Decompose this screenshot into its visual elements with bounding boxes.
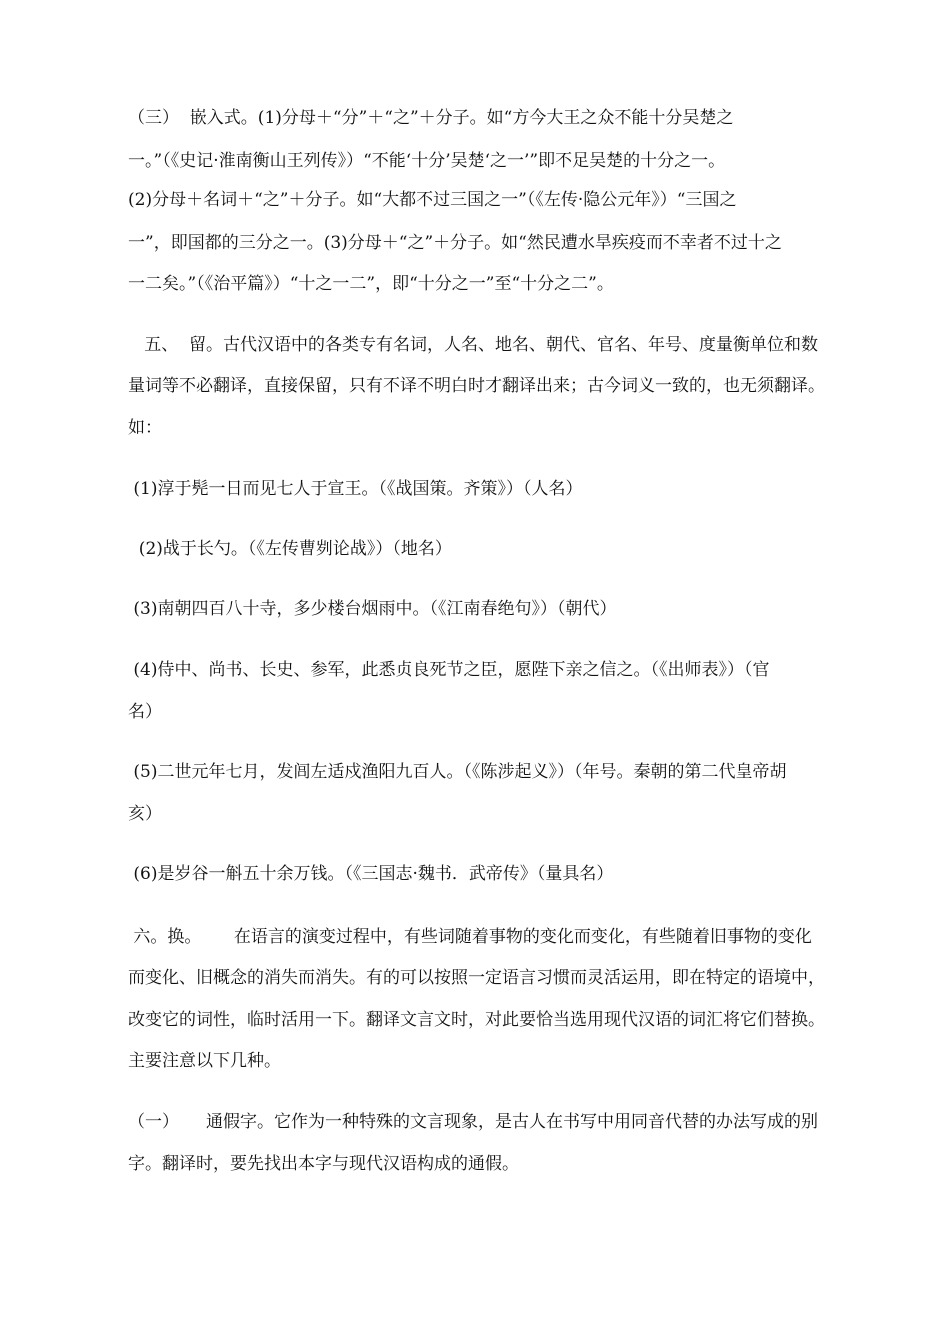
text-line: (2)分母＋名词＋“之”＋分子。如“大都不过三国之一”（《左传·隐公元年》）“三国之 xyxy=(128,190,737,210)
text-line: 改变它的词性，临时活用一下。翻译文言文时，对此要恰当选用现代汉语的词汇将它们替换。 xyxy=(128,1010,825,1030)
text-line: 一。”（《史记·淮南衡山王列传》）“不能‘十分’吴楚‘之一’”即不足吴楚的十分之一。 xyxy=(128,151,726,171)
example-line: 亥） xyxy=(128,804,162,824)
text-line: 而变化、旧概念的消失而消失。有的可以按照一定语言习惯而灵活运用，即在特定的语境中， xyxy=(128,968,825,988)
text-line: 量词等不必翻译，直接保留，只有不译不明白时才翻译出来；古今词义一致的，也无须翻译。 xyxy=(128,376,825,396)
text-line: 六。换。 在语言的演变过程中，有些词随着事物的变化而变化，有些随着旧事物的变化 xyxy=(128,927,812,947)
example-line: (3)南朝四百八十寺，多少楼台烟雨中。（《江南春绝句》）（朝代） xyxy=(128,599,617,619)
example-line: (1)淳于髡一日而见七人于宣王。（《战国策。齐策》）（人名） xyxy=(128,479,583,499)
text-line: 如： xyxy=(128,418,162,438)
example-line: (4)侍中、尚书、长史、参军，此悉贞良死节之臣，愿陛下亲之信之。（《出师表》）（官 xyxy=(128,660,770,680)
text-line: 主要注意以下几种。 xyxy=(128,1051,281,1071)
example-line: (6)是岁谷一斛五十余万钱。（《三国志·魏书．武帝传》（量具名） xyxy=(128,864,614,884)
text-line: 一”，即国都的三分之一。(3)分母＋“之”＋分子。如“然民遭水旱疾疫而不幸者不过十之 xyxy=(128,233,782,253)
text-line: 字。翻译时，要先找出本字与现代汉语构成的通假。 xyxy=(128,1154,519,1174)
example-line: (5)二世元年七月，发闾左适戍渔阳九百人。（《陈涉起义》）（年号。秦朝的第二代皇帝胡 xyxy=(128,762,787,782)
example-line: (2)战于长勺。（《左传曹刿论战》）（地名） xyxy=(128,539,452,559)
text-line: （一） 通假字。它作为一种特殊的文言现象，是古人在书写中用同音代替的办法写成的别 xyxy=(128,1112,819,1132)
text-line: 五、 留。古代汉语中的各类专有名词，人名、地名、朝代、官名、年号、度量衡单位和数 xyxy=(128,335,819,355)
example-line: 名） xyxy=(128,702,162,722)
text-line: （三） 嵌入式。(1)分母＋“分”＋“之”＋分子。如“方今大王之众不能十分吴楚之 xyxy=(128,108,734,128)
text-line: 一二矣。”（《治平篇》）“十之一二”，即“十分之一”至“十分之二”。 xyxy=(128,274,614,294)
